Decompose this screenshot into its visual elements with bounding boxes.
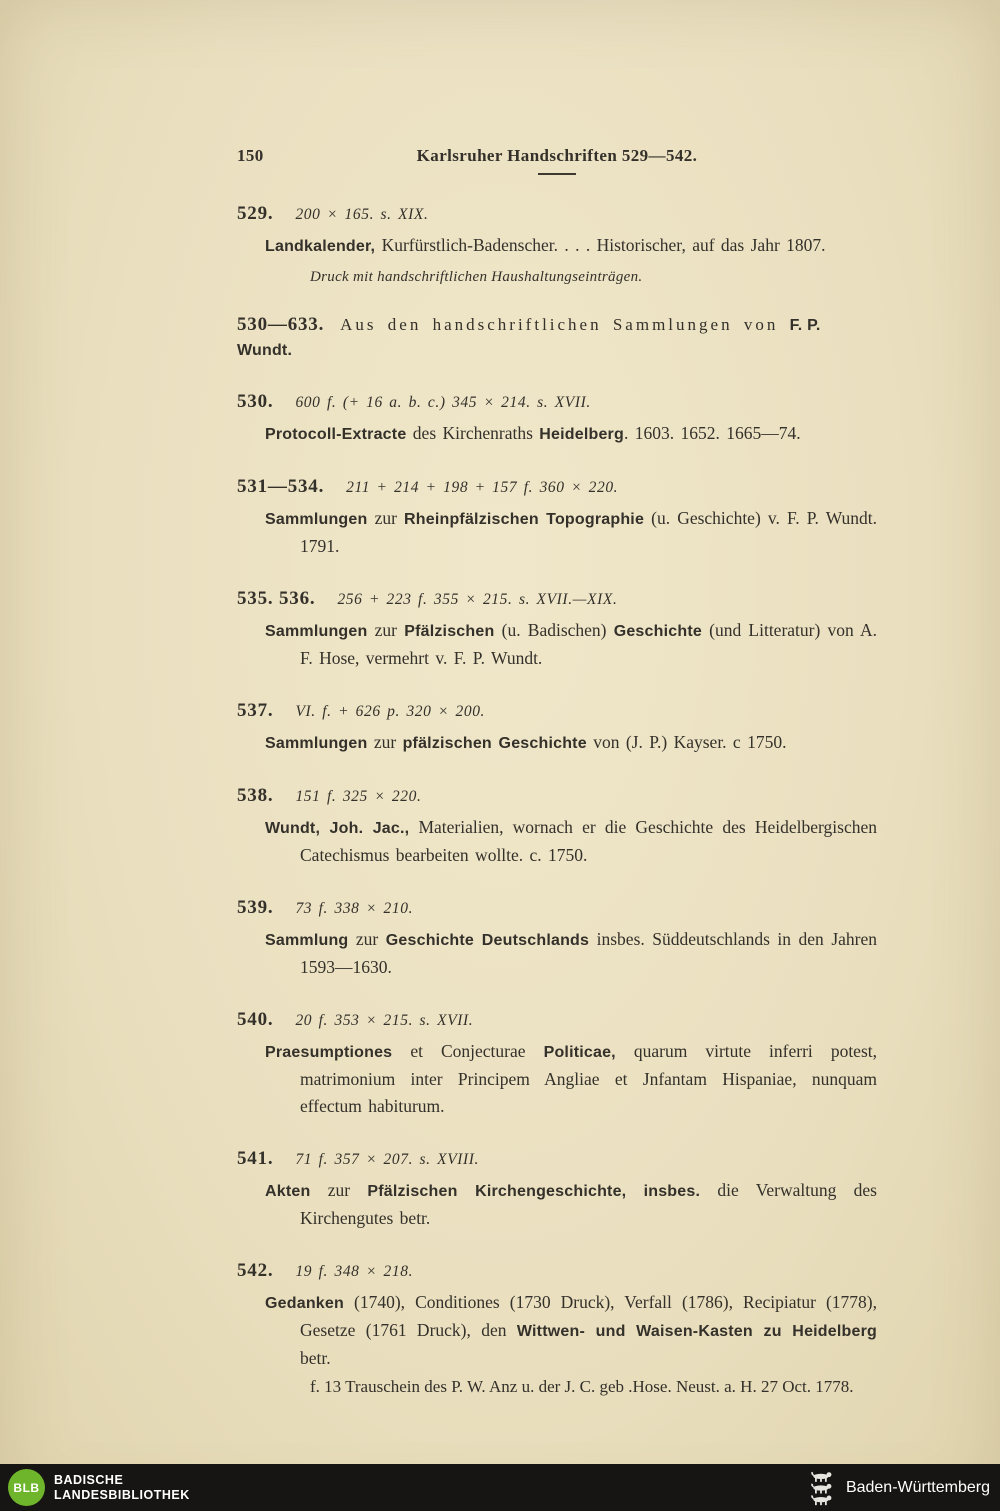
entry-title-segment: Gedanken [265,1295,344,1312]
entry-text-segment: (und Litteratur) von A. F. Hose, vermehrt v. F. P. Wundt. [300,620,877,668]
entry-text-segment: insbes. Süddeutschlands in den Jahren 1593—1630. [300,929,877,977]
entry-text-segment: zur [367,732,403,752]
entry-description [265,729,877,757]
entry-title-segment: Pfälzischen Kirchengeschichte, [367,1183,627,1200]
entry-number: 541. [237,1148,274,1169]
entry-measurements: 151 f. 325 × 220. [295,788,422,805]
entry-title-segment: Praesumptiones [265,1044,393,1061]
entry-title-segment: Geschichte [613,623,702,640]
baden-wuerttemberg-link[interactable] [807,1470,990,1506]
entry-heading-text [237,315,821,359]
entry-title-segment: pfälzischen Geschichte [402,735,587,752]
state-label: Baden-Württemberg [845,1478,990,1496]
entry-head [237,475,877,500]
entry-text-segment: et Conjecturae [392,1041,544,1061]
catalog-entry [237,313,877,363]
library-name [54,1473,190,1503]
entry-text-segment: von (J. P.) Kayser. c 1750. [586,732,787,752]
entry-head [237,202,877,227]
library-name-line1: BADISCHE [54,1472,124,1487]
entry-text-segment: zur [348,929,386,949]
running-head [237,146,877,166]
entry-text-segment: Aus den handschriftlichen Sammlungen von [340,315,790,334]
entry-number: 531—534. [237,476,325,497]
entry-head [237,313,877,363]
entry-text-segment [626,1180,643,1200]
entry-text-segment: zur [310,1180,368,1200]
entry-description [265,617,877,672]
entry-note: Druck mit handschriftlichen Haushaltungseinträgen. [310,269,643,285]
entry-title-segment: F. P. Wundt. [237,317,821,359]
entry-text-segment: betr. [300,1348,331,1368]
entry-number: 530—633. [237,314,325,335]
entry-measurements: VI. f. + 626 p. 320 × 200. [295,703,486,720]
library-name-line2: LANDESBIBLIOTHEK [54,1487,190,1502]
header-rule [538,173,576,175]
coat-of-arms-icon [807,1470,837,1506]
entry-description [265,1289,877,1372]
entry-title-segment: Wundt, Joh. Jac., [265,820,410,837]
entry-head [237,896,877,921]
entry-measurements: 20 f. 353 × 215. s. XVII. [295,1012,474,1029]
entry-number: 535. 536. [237,588,316,609]
entry-text-segment: (u. Badischen) [494,620,614,640]
entry-description [265,420,877,448]
entry-head [237,1259,877,1284]
entry-text-segment: Kurfürstlich-Badenscher. . . . Historischer, auf das Jahr 1807. [375,235,826,255]
blb-logo-link[interactable] [8,1469,190,1506]
entry-number: 539. [237,897,274,918]
entry-text-segment: des Kirchenraths [406,423,540,443]
entry-measurements: 19 f. 348 × 218. [295,1263,414,1280]
entry-head [237,1008,877,1033]
entry-title-segment: Pfälzischen [404,623,495,640]
entry-head [237,699,877,724]
entry-text-segment: zur [367,508,405,528]
catalog-entry [237,475,877,560]
entry-measurements: 200 × 165. s. XIX. [295,206,429,223]
entry-text-segment: (1740), Conditiones (1730 Druck), Verfall (1786), Recipiatur (1778), Gesetze (1761 Druck), den [300,1292,877,1340]
page-text-block [237,146,877,1400]
entries [237,202,877,1400]
entry-description [265,232,877,260]
catalog-entry [237,1259,877,1400]
entry-measurements: 600 f. (+ 16 a. b. c.) 345 × 214. s. XVII. [295,394,591,411]
entry-number: 542. [237,1260,274,1281]
entry-head [237,390,877,415]
entry-description [265,814,877,869]
catalog-entry [237,784,877,869]
entry-measurements: 211 + 214 + 198 + 157 f. 360 × 220. [346,479,619,496]
viewer-footer-bar [0,1464,1000,1511]
entry-title-segment: Sammlung [265,932,349,949]
entry-title-segment: Wittwen- und Waisen-Kasten zu Heidelberg [516,1323,877,1340]
entry-measurements: 73 f. 338 × 210. [295,900,414,917]
blb-logo-icon: BLB [8,1469,45,1506]
catalog-entry [237,390,877,448]
entry-title-segment: Geschichte Deutschlands [385,932,590,949]
entry-description [265,505,877,560]
entry-title-segment: Sammlungen [265,735,368,752]
entry-title-segment: Politicae, [543,1044,616,1061]
entry-number: 537. [237,700,274,721]
entry-head [237,587,877,612]
entry-title-segment: Sammlungen [265,623,368,640]
catalog-entry [237,896,877,981]
entry-number: 529. [237,203,274,224]
entry-description [265,1177,877,1232]
entry-text-segment: zur [367,620,405,640]
entry-description [265,1038,877,1120]
entry-text-segment: . 1603. 1652. 1665—74. [623,423,801,443]
catalog-entry [237,1147,877,1232]
entry-measurements: 71 f. 357 × 207. s. XVIII. [295,1151,480,1168]
entry-text-segment: quarum virtute inferri potest, matrimonium inter Principem Angliae et Jnfantam Hispaniae, nunquam effectum habiturum. [300,1041,877,1116]
catalog-entry [237,202,877,286]
page-number: 150 [237,146,264,165]
entry-measurements: 256 + 223 f. 355 × 215. s. XVII.—XIX. [337,591,618,608]
page-title: Karlsruher Handschriften 529—542. [416,146,698,165]
entry-number: 538. [237,785,274,806]
entry-title-segment: Rheinpfälzischen Topographie [404,511,645,528]
entry-head [237,1147,877,1172]
entry-description [265,926,877,981]
catalog-entry [237,699,877,757]
entry-number: 530. [237,391,274,412]
catalog-entry [237,1008,877,1120]
entry-text-segment: (u. Geschichte) v. F. P. Wundt. 1791. [300,508,877,556]
entry-text-segment: Materialien, wornach er die Geschichte des Heidelbergischen Catechismus bearbeiten wollte. c. 1750. [300,817,877,865]
entry-title-segment: insbes. [643,1183,701,1200]
entry-title-segment: Heidelberg [539,426,624,443]
entry-number: 540. [237,1009,274,1030]
entry-title-segment: Sammlungen [265,511,368,528]
entry-title-segment: Landkalender, [265,238,376,255]
entry-addendum: f. 13 Trauschein des P. W. Anz u. der J. C. geb .Hose. Neust. a. H. 27 Oct. 1778. [310,1377,854,1396]
entry-title-segment: Akten [265,1183,311,1200]
catalog-entry [237,587,877,672]
entry-text-segment: die Verwaltung des Kirchengutes betr. [300,1180,877,1228]
entry-head [237,784,877,809]
entry-title-segment: Protocoll-Extracte [265,426,407,443]
